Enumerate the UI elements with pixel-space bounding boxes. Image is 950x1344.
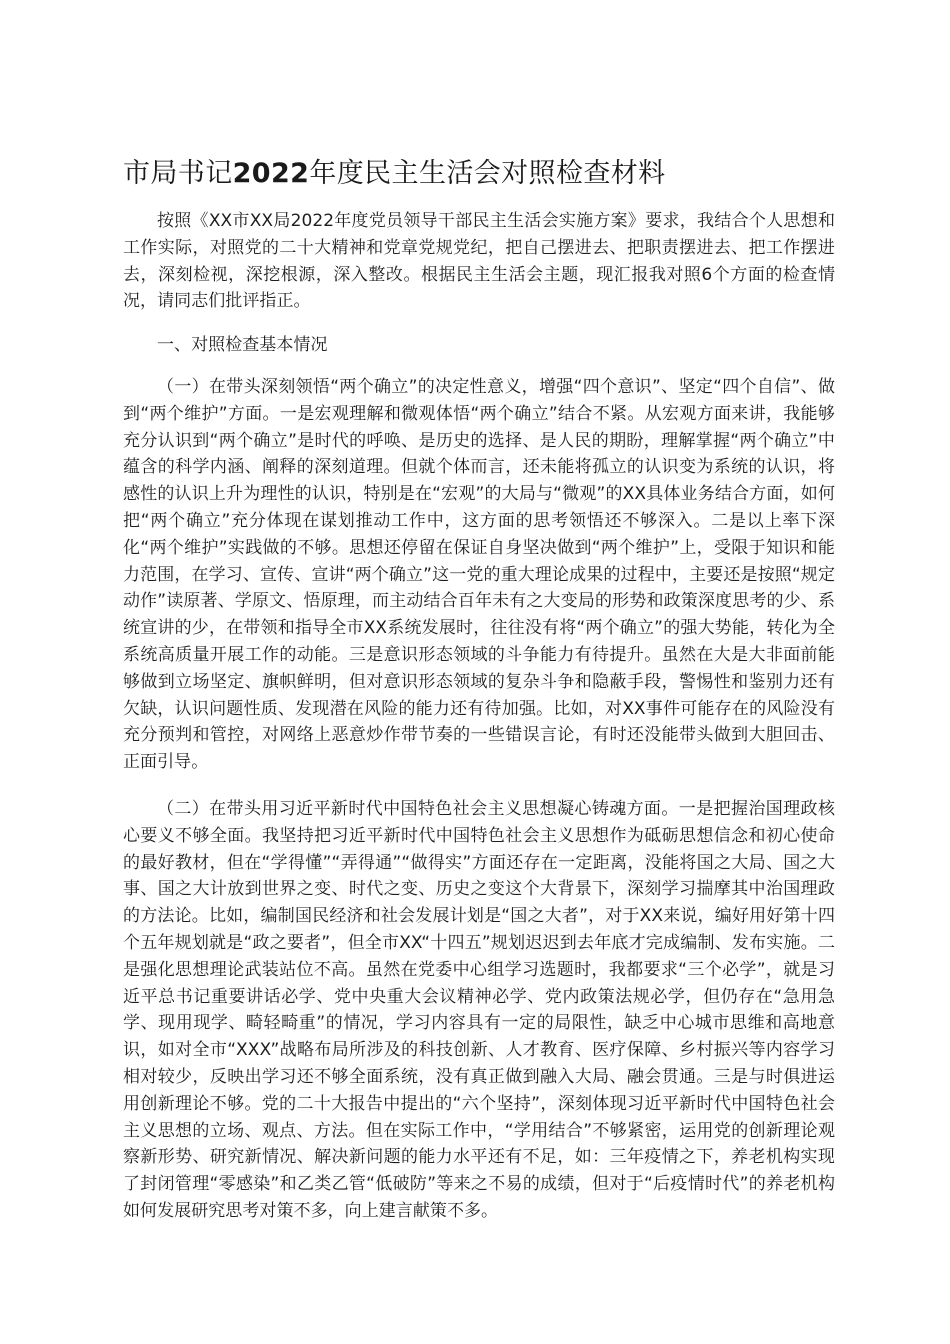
title-suffix: 年度民主生活会对照检查材料 (309, 158, 666, 189)
section-heading: 一、对照检查基本情况 (157, 335, 328, 356)
section-1-paragraph: （一）在带头深刻领悟“两个确立”的决定性意义，增强“四个意识”、坚定“四个自信”、做到“两个维护”方面。一是宏观理解和微观体悟“两个确立”结合不紧。从宏观方面来讲，我能够充分认识到“两个确立”是时代的呼唤、是历史的选择、是人民的期盼，理解掌握“两个确立”中蕴含的科学内涵、阐释的深刻道理。但就个体而言，还未能将孤立的认识变为系统的认识，将感性的认识上升为理性的认识，特别是在“宏观”的大局与“微观”的XX具体业务结合方面，如何把“两个确立”充分体现在谋划推动工作中，这方面的思考领悟还不够深入。二是以上率下深化“两个维护”实践做的不够。思想还停留在保证自身坚决做到“两个维护”上，受限于知识和能力范围，在学习、宣传、宣讲“两个确立”这一党的重大理论成果的过程中，主要还是按照“规定动作”读原著、学原文、悟原理，而主动结合百年未有之大变局的形势和政策深度思考的少、系统宣讲的少，在带领和指导全市XX系统发展时，往往没有将“两个确立”的强大势能，转化为全系统高质量开展工作的动能。三是意识形态领域的斗争能力有待提升。虽然在大是大非面前能够做到立场坚定、旗帜鲜明，但对意识形态领域的复杂斗争和隐蔽手段，警惕性和鉴别力还有欠缺，认识问题性质、发现潜在风险的能力还有待加强。比如，对XX事件可能存在的风险没有充分预判和管控，对网络上恶意炒作带节奏的一些错误言论，有时还没能带头做到大胆回击、正面引导。 (123, 376, 835, 773)
title-year: 2022 (232, 158, 310, 189)
document-title (123, 154, 863, 194)
intro-paragraph: 按照《XX市XX局2022年度党员领导干部民主生活会实施方案》要求，我结合个人思想和工作实际，对照党的二十大精神和党章党规党纪，把自己摆进去、把职责摆进去、把工作摆进去，深刻检视，深挖根源，深入整改。根据民主生活会主题，现汇报我对照6个方面的检查情况，请同志们批评指正。 (123, 211, 835, 312)
document-body (123, 208, 835, 1225)
section-2-paragraph: （二）在带头用习近平新时代中国特色社会主义思想凝心铸魂方面。一是把握治国理政核心要义不够全面。我坚持把习近平新时代中国特色社会主义思想作为砥砺思想信念和初心使命的最好教材，但在“学得懂”“弄得通”“做得实”方面还存在一定距离，没能将国之大局、国之大事、国之大计放到世界之变、时代之变、历史之变这个大背景下，深刻学习揣摩其中治国理政的方法论。比如，编制国民经济和社会发展计划是“国之大者”，对于XX来说，编好用好第十四个五年规划就是“政之要者”，但全市XX“十四五”规划迟迟到去年底才完成编制、发布实施。二是强化思想理论武装站位不高。虽然在党委中心组学习选题时，我都要求“三个必学”，就是习近平总书记重要讲话必学、党中央重大会议精神必学、党内政策法规必学，但仍存在“急用急学、现用现学、畸轻畸重”的情况，学习内容具有一定的局限性，缺乏中心城市思维和高地意识，如对全市“XXX”战略布局所涉及的科技创新、人才教育、医疗保障、乡村振兴等内容学习相对较少，反映出学习还不够全面系统，没有真正做到融入大局、融会贯通。三是与时俱进运用创新理论不够。党的二十大报告中提出的“六个坚持”，深刻体现习近平新时代中国特色社会主义思想的立场、观点、方法。但在实际工作中，“学用结合”不够紧密，运用党的创新理论观察新形势、研究新情况、解决新问题的能力水平还有不足，如：三年疫情之下，养老机构实现了封闭管理“零感染”和乙类乙管“低破防”等来之不易的成绩，但对于“后疫情时代”的养老机构如何发展研究思考对策不多，向上建言献策不多。 (123, 798, 835, 1221)
title-prefix: 市局书记 (123, 158, 233, 189)
